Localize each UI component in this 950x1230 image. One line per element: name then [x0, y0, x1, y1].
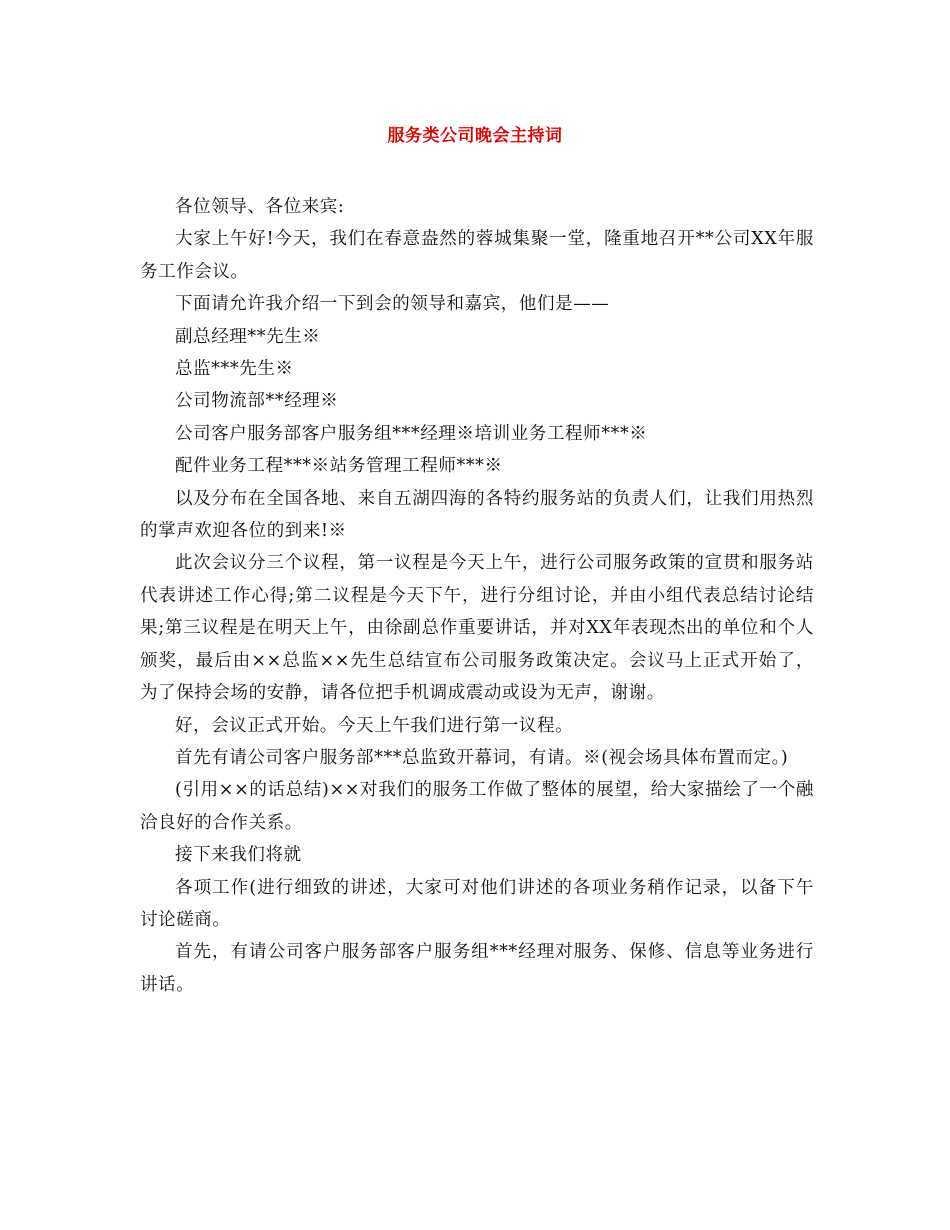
paragraph-agenda: 此次会议分三个议程，第一议程是今天上午，进行公司服务政策的宣贯和服务站代表讲述工作心得;第二议程是今天下午，进行分组讨论，并由小组代表总结讨论结果;第三议程是在明天上午，由徐副总作重要讲话，并对XX年表现杰出的单位和个人颁奖，最后由××总监××先生总结宣布公司服务政策决定。会议马上正式开始了，为了保持会场的安静，请各位把手机调成震动或设为无声，谢谢。 [140, 553, 814, 704]
paragraph-guest-5: 配件业务工程***※站务管理工程师***※ [175, 456, 503, 477]
paragraph-summary: (引用××的话总结)××对我们的服务工作做了整体的展望，给大家描绘了一个融洽良好的合作关系。 [140, 780, 814, 833]
paragraph-guest-3: 公司物流部**经理※ [175, 391, 339, 412]
document-body [140, 191, 814, 1001]
paragraph-guest-2: 总监***先生※ [175, 359, 294, 380]
paragraph-next: 接下来我们将就 [175, 845, 302, 866]
paragraph-greeting: 各位领导、各位来宾: [175, 197, 345, 217]
paragraph-opening: 大家上午好!今天，我们在春意盎然的蓉城集聚一堂，隆重地召开**公司XX年服务工作会议。 [140, 229, 814, 282]
paragraph-first-speaker: 首先，有请公司客户服务部客户服务组***经理对服务、保修、信息等业务进行讲话。 [140, 942, 814, 995]
paragraph-guest-4: 公司客户服务部客户服务组***经理※培训业务工程师***※ [175, 423, 648, 444]
paragraph-start: 好，会议正式开始。今天上午我们进行第一议程。 [175, 715, 574, 736]
paragraph-introduction: 下面请允许我介绍一下到会的领导和嘉宾，他们是—— [175, 294, 610, 315]
paragraph-guest-1: 副总经理**先生※ [175, 326, 321, 347]
document-title: 服务类公司晚会主持词 [387, 126, 563, 146]
paragraph-welcome: 以及分布在全国各地、来自五湖四海的各特约服务站的负责人们，让我们用热烈的掌声欢迎各位的到来!※ [140, 488, 814, 542]
paragraph-opening-speech: 首先有请公司客户服务部***总监致开幕词，有请。※(视会场具体布置而定。) [175, 747, 789, 768]
paragraph-work-items: 各项工作(进行细致的讲述，大家可对他们讲述的各项业务稍作记录，以备下午讨论磋商。 [140, 877, 814, 930]
